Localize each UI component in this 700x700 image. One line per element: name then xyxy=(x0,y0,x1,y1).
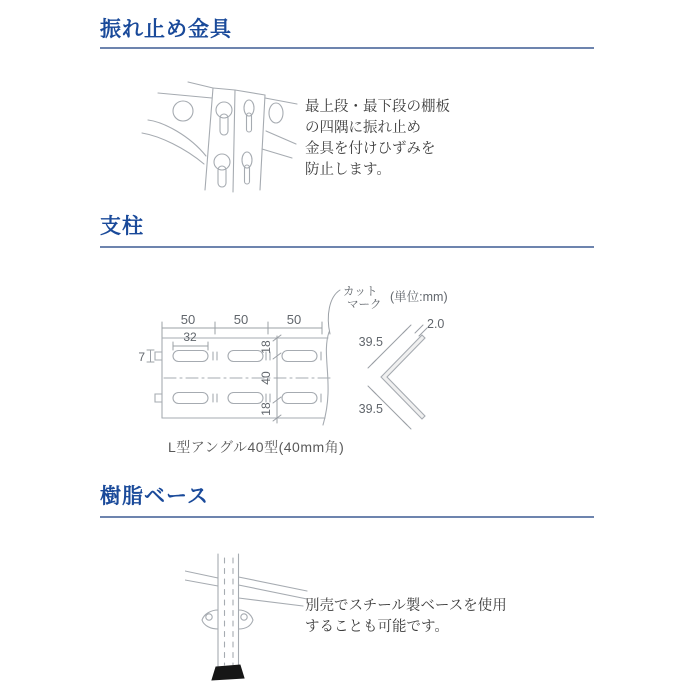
stabilizer-description-line: 防止します。 xyxy=(305,162,391,178)
stabilizer-bracket-diagram xyxy=(140,76,300,202)
stabilizer-description xyxy=(305,97,450,181)
dim-row-pitch: 40 xyxy=(259,371,273,385)
dim-pitch-2: 50 xyxy=(233,312,249,327)
stabilizer-description-line: 金具を付けひずみを xyxy=(305,141,436,157)
section-rule xyxy=(100,246,594,248)
resin-foot xyxy=(212,665,244,680)
section-title-stabilizer-bracket: 振れ止め金具 xyxy=(100,18,232,41)
angle-cross-section xyxy=(381,335,425,419)
dim-edge-top: 18 xyxy=(259,340,273,354)
dim-thickness: 2.0 xyxy=(427,317,445,331)
dim-slot-length: 32 xyxy=(183,330,197,344)
post-diagram-caption: L型アングル40型(40mm角) xyxy=(168,439,345,455)
cut-mark-label-line1: カット xyxy=(343,286,378,298)
section-rule xyxy=(100,47,594,49)
stabilizer-description-line: の四隅に振れ止め xyxy=(305,120,421,136)
resin-base-diagram xyxy=(185,528,315,696)
resin-base-description-line: することも可能です。 xyxy=(305,619,449,635)
dim-leg-b: 39.5 xyxy=(358,402,383,416)
units-label: (単位:mm) xyxy=(390,290,448,304)
dim-pitch-3: 50 xyxy=(286,312,302,327)
resin-base-description xyxy=(305,596,507,638)
section-title-resin-base: 樹脂ベース xyxy=(100,485,209,508)
section-title-post: 支柱 xyxy=(100,215,144,238)
resin-base-description-line: 別売でスチール製ベースを使用 xyxy=(305,598,507,614)
cut-mark-label-line2: マーク xyxy=(347,299,382,311)
dim-edge-bottom: 18 xyxy=(259,402,273,416)
stabilizer-description-line: 最上段・最下段の棚板 xyxy=(305,99,450,115)
dim-pitch-1: 50 xyxy=(180,312,196,327)
section-rule xyxy=(100,516,594,518)
post-dimension-diagram xyxy=(100,278,490,433)
dim-slot-width: 7 xyxy=(138,350,145,364)
dim-leg-a: 39.5 xyxy=(358,335,383,349)
